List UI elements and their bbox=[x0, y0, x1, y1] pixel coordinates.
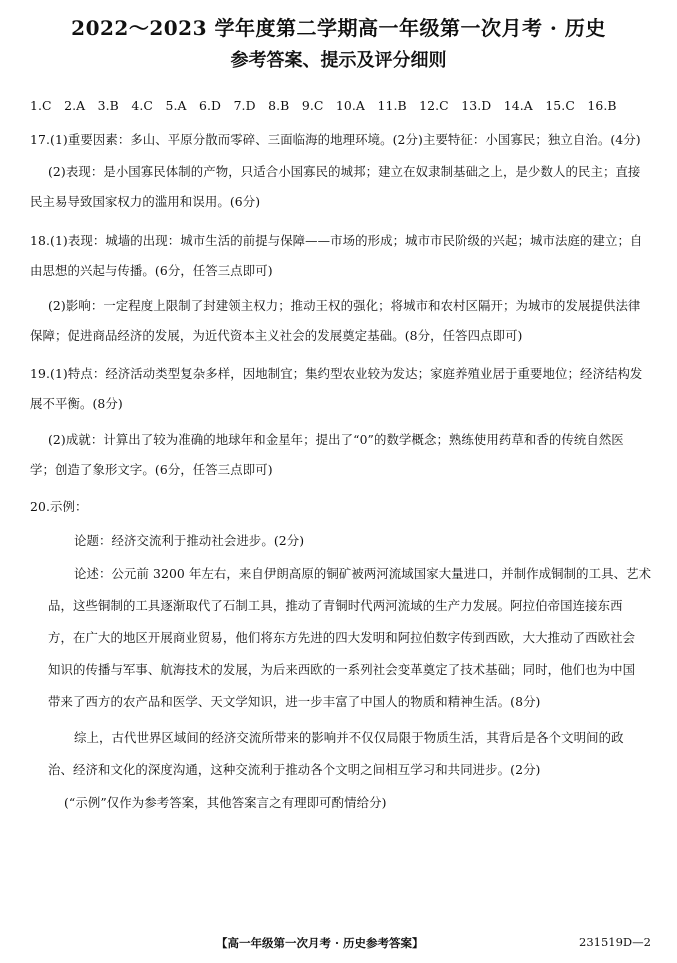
q20-line7: 带来了西方的农产品和医学、天文学知识，进一步丰富了中国人的物质和精神生活。(8分) bbox=[48, 694, 541, 709]
footer-label: 【高一年级第一次月考 · 历史参考答案】 bbox=[216, 936, 424, 950]
q18-line2: 由思想的兴起与传播。(6分，任答三点即可) bbox=[30, 263, 273, 278]
q20-line3: 论述：公元前 3200 年左右，来自伊朗高原的铜矿被两河流域国家大量进口，并制作成铜制的工具、艺术 bbox=[74, 566, 652, 581]
q19-line4: 学；创造了象形文字。(6分，任答三点即可) bbox=[30, 462, 273, 477]
q20-line1: 20.示例： bbox=[30, 499, 88, 514]
q20-line4: 品，这些铜制的工具逐渐取代了石制工具，推动了青铜时代两河流域的生产力发展。阿拉伯帝国连接东西 bbox=[48, 598, 623, 613]
q20-line5: 方，在广大的地区开展商业贸易，他们将东方先进的四大发明和阿拉伯数字传到西欧，大大推动了西欧社会 bbox=[48, 630, 636, 645]
page-title: 2022～2023 学年度第二学期高一年级第一次月考 · 历史 bbox=[71, 16, 606, 40]
q17-line2: (2)表现：是小国寡民体制的产物，只适合小国寡民的城邦；建立在奴隶制基础之上，是少数人的民主；直接 bbox=[48, 164, 641, 179]
q17-line1: 17.(1)重要因素：多山、平原分散而零碎、三面临海的地理环境。(2分)主要特征：小国寡民；独立自治。(4分) bbox=[30, 132, 641, 147]
q20-line9: 治、经济和文化的深度沟通，这种交流利于推动各个文明之间相互学习和共同进步。(2分) bbox=[48, 762, 541, 777]
q19-line2: 展不平衡。(8分) bbox=[30, 396, 123, 411]
q17-line3: 民主易导致国家权力的滥用和误用。(6分) bbox=[30, 194, 261, 209]
q18-line4: 保障；促进商品经济的发展，为近代资本主义社会的发展奠定基础。(8分，任答四点即可) bbox=[30, 328, 523, 343]
q20-line10: (“示例”仅作为参考答案，其他答案言之有理即可酌情给分) bbox=[64, 795, 387, 810]
choice-answers: 1.C 2.A 3.B 4.C 5.A 6.D 7.D 8.B 9.C 10.A 11.B 12.C 13.D 14.A 15.C 16.B bbox=[30, 98, 617, 113]
q18-line1: 18.(1)表现：城墙的出现：城市生活的前提与保障——市场的形成；城市市民阶级的兴起；城市法庭的建立；自 bbox=[30, 233, 643, 248]
q19-line1: 19.(1)特点：经济活动类型复杂多样，因地制宜；集约型农业较为发达；家庭养殖业居于重要地位；经济结构发 bbox=[30, 366, 643, 381]
q20-line6: 知识的传播与军事、航海技术的发展，为后来西欧的一系列社会变革奠定了技术基础；同时，他们也为中国 bbox=[48, 662, 636, 677]
q19-line3: (2)成就：计算出了较为准确的地球年和金星年；提出了“0”的数学概念；熟练使用药草和香的传统自然医 bbox=[48, 432, 624, 447]
q18-line3: (2)影响：一定程度上限制了封建领主权力；推动王权的强化；将城市和农村区隔开；为城市的发展提供法律 bbox=[48, 298, 641, 313]
q20-line2: 论题：经济交流利于推动社会进步。(2分) bbox=[74, 533, 305, 548]
q20-line8: 综上，古代世界区域间的经济交流所带来的影响并不仅仅局限于物质生活，其背后是各个文明间的政 bbox=[74, 730, 624, 745]
footer-code: 231519D—2 bbox=[579, 935, 651, 949]
page-subtitle: 参考答案、提示及评分细则 bbox=[230, 50, 447, 71]
